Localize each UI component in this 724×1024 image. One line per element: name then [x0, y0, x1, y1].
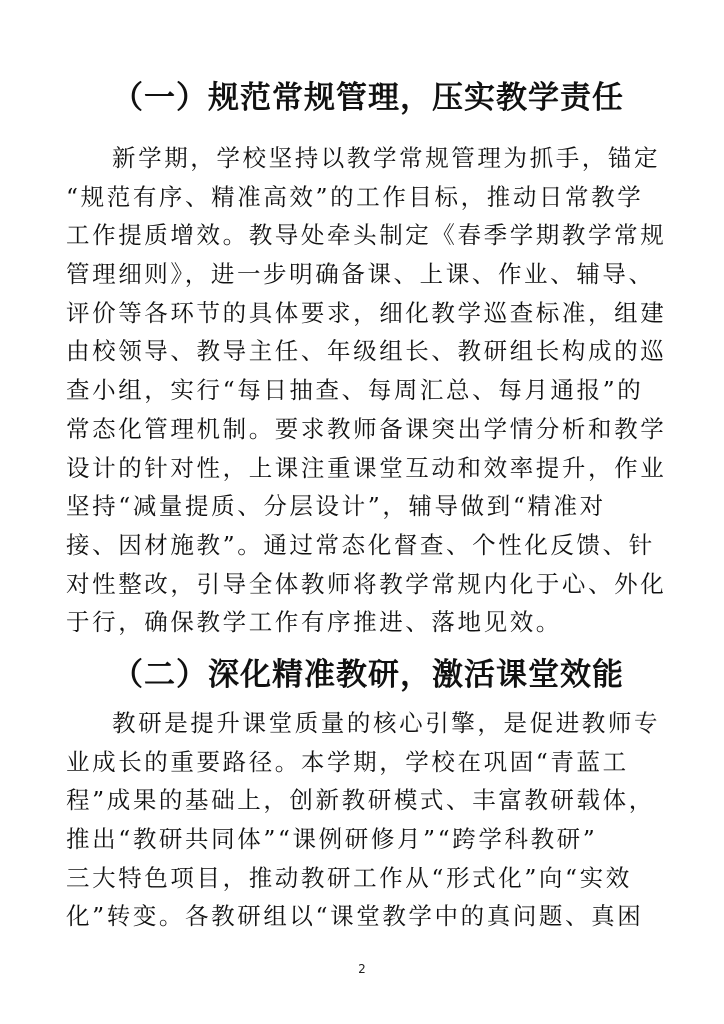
paragraph-line: 新学期，学校坚持以教学常规管理为抓手，锚定	[112, 144, 661, 172]
section-body-1	[66, 139, 666, 642]
paragraph-line: 工作提质增效。教导处牵头制定《春季学期教学常规	[66, 221, 667, 250]
paragraph-line: 程”成果的基础上，创新教研模式、丰富教研载体，	[66, 786, 655, 815]
section-heading-2: （二）深化精准教研，激活课堂效能	[112, 657, 624, 693]
paragraph-line: 教研是提升课堂质量的核心引擎，是促进教师专	[112, 709, 661, 737]
paragraph-line: 于行，确保教学工作有序推进、落地见效。	[66, 608, 562, 637]
paragraph-line: 常态化管理机制。要求教师备课突出学情分析和教学	[66, 414, 667, 443]
paragraph-line: 设计的针对性，上课注重课堂互动和效率提升，作业	[66, 453, 667, 482]
paragraph-line: 三大特色项目，推动教研工作从“形式化”向“实效	[66, 863, 632, 892]
paragraph-line: 查小组，实行“每日抽查、每周汇总、每月通报”的	[66, 376, 644, 405]
section-heading-1: （一）规范常规管理，压实教学责任	[112, 80, 624, 116]
paragraph-line: “规范有序、精准高效”的工作目标，推动日常教学	[66, 182, 644, 211]
paragraph-line: 业成长的重要路径。本学期，学校在巩固“青蓝工	[66, 747, 629, 776]
paragraph-line: 接、因材施教”。通过常态化督查、个性化反馈、针	[66, 530, 655, 559]
paragraph-line: 化”转变。各教研组以“课堂教学中的真问题、真困	[66, 902, 644, 931]
paragraph-line: 推出“教研共同体”“课例研修月”“跨学科教研”	[66, 825, 598, 854]
paragraph-line: 管理细则》，进一步明确备课、上课、作业、辅导、	[66, 260, 655, 289]
paragraph-line: 评价等各环节的具体要求，细化教学巡查标准，组建	[66, 298, 667, 327]
paragraph-line: 坚持“减量提质、分层设计”，辅导做到“精准对	[66, 492, 606, 521]
paragraph-line: 对性整改，引导全体教师将教学常规内化于心、外化	[66, 569, 667, 598]
section-body-2	[66, 704, 666, 936]
paragraph-line: 由校领导、教导主任、年级组长、教研组长构成的巡	[66, 337, 667, 366]
page-number: 2	[358, 962, 366, 976]
